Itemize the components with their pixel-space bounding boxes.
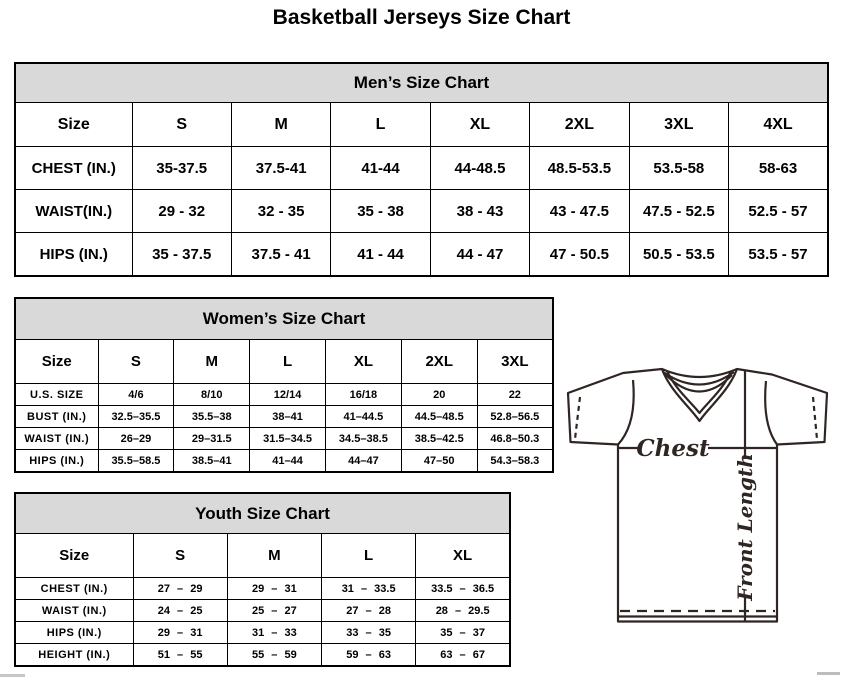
- mens-size-table: [14, 62, 829, 277]
- horizontal-scrollbar-thumb-right[interactable]: [817, 672, 840, 675]
- table-row: [15, 622, 510, 644]
- cell-value: 29 – 31: [133, 622, 227, 644]
- row-label: HIPS (IN.): [15, 622, 133, 644]
- row-label: CHEST (IN.): [15, 147, 132, 190]
- cell-value: 47 - 50.5: [530, 233, 629, 277]
- cell-value: 44-48.5: [430, 147, 529, 190]
- column-header: Size: [15, 103, 132, 147]
- cell-value: 16/18: [325, 384, 401, 406]
- cell-value: 50.5 - 53.5: [629, 233, 728, 277]
- column-header: 2XL: [530, 103, 629, 147]
- row-label: WAIST (IN.): [15, 428, 98, 450]
- cell-value: 52.8–56.5: [477, 406, 553, 428]
- row-label: U.S. SIZE: [15, 384, 98, 406]
- cell-value: 33 – 35: [322, 622, 416, 644]
- table-row: [15, 644, 510, 667]
- chest-label: Chest: [636, 435, 710, 462]
- cell-value: 35.5–38: [174, 406, 250, 428]
- table-row: [15, 384, 553, 406]
- cell-value: 4/6: [98, 384, 174, 406]
- column-header: L: [331, 103, 430, 147]
- column-header: 2XL: [401, 340, 477, 384]
- cell-value: 35 - 37.5: [132, 233, 231, 277]
- cell-value: 37.5-41: [231, 147, 330, 190]
- cell-value: 52.5 - 57: [729, 190, 828, 233]
- women_chart-title: Women’s Size Chart: [15, 298, 553, 340]
- men_chart-title: Men’s Size Chart: [15, 63, 828, 103]
- cell-value: 8/10: [174, 384, 250, 406]
- column-header: XL: [416, 534, 510, 578]
- cell-value: 44.5–48.5: [401, 406, 477, 428]
- cell-value: 35 – 37: [416, 622, 510, 644]
- row-label: WAIST (IN.): [15, 600, 133, 622]
- row-label: CHEST (IN.): [15, 578, 133, 600]
- cell-value: 53.5 - 57: [729, 233, 828, 277]
- cell-value: 12/14: [250, 384, 326, 406]
- cell-value: 38.5–41: [174, 450, 250, 473]
- column-header: S: [133, 534, 227, 578]
- cell-value: 34.5–38.5: [325, 428, 401, 450]
- table-row: [15, 406, 553, 428]
- row-label: HIPS (IN.): [15, 233, 132, 277]
- row-label: HIPS (IN.): [15, 450, 98, 473]
- column-header: 3XL: [629, 103, 728, 147]
- table-row: [15, 450, 553, 473]
- row-label: BUST (IN.): [15, 406, 98, 428]
- youth_chart-title: Youth Size Chart: [15, 493, 510, 534]
- column-header: XL: [325, 340, 401, 384]
- right-cuff-dash-line: [813, 397, 817, 439]
- column-header: L: [322, 534, 416, 578]
- cell-value: 29–31.5: [174, 428, 250, 450]
- cell-value: 26–29: [98, 428, 174, 450]
- cell-value: 32 - 35: [231, 190, 330, 233]
- column-header: L: [250, 340, 326, 384]
- left-sleeve-seam: [618, 380, 634, 445]
- cell-value: 38–41: [250, 406, 326, 428]
- column-header: Size: [15, 534, 133, 578]
- column-header: M: [231, 103, 330, 147]
- cell-value: 35 - 38: [331, 190, 430, 233]
- page-title: Basketball Jerseys Size Chart: [272, 6, 571, 29]
- cell-value: 38 - 43: [430, 190, 529, 233]
- table-row: [15, 233, 828, 277]
- cell-value: 27 – 28: [322, 600, 416, 622]
- cell-value: 27 – 29: [133, 578, 227, 600]
- row-label: WAIST(IN.): [15, 190, 132, 233]
- column-header: S: [98, 340, 174, 384]
- table-row: [15, 190, 828, 233]
- column-header: XL: [430, 103, 529, 147]
- cell-value: 33.5 – 36.5: [416, 578, 510, 600]
- cell-value: 41–44.5: [325, 406, 401, 428]
- column-header: M: [227, 534, 321, 578]
- cell-value: 35-37.5: [132, 147, 231, 190]
- row-label: HEIGHT (IN.): [15, 644, 133, 667]
- cell-value: 44–47: [325, 450, 401, 473]
- cell-value: 47–50: [401, 450, 477, 473]
- cell-value: 63 – 67: [416, 644, 510, 667]
- cell-value: 31 – 33: [227, 622, 321, 644]
- cell-value: 41–44: [250, 450, 326, 473]
- cell-value: 31 – 33.5: [322, 578, 416, 600]
- cell-value: 41 - 44: [331, 233, 430, 277]
- cell-value: 51 – 55: [133, 644, 227, 667]
- cell-value: 54.3–58.3: [477, 450, 553, 473]
- right-sleeve-seam: [765, 381, 777, 445]
- cell-value: 29 - 32: [132, 190, 231, 233]
- cell-value: 58-63: [729, 147, 828, 190]
- column-header: 3XL: [477, 340, 553, 384]
- cell-value: 48.5-53.5: [530, 147, 629, 190]
- cell-value: 43 - 47.5: [530, 190, 629, 233]
- left-cuff-dash-line: [575, 397, 580, 439]
- table-row: [15, 578, 510, 600]
- horizontal-scrollbar-thumb-left[interactable]: [0, 674, 25, 677]
- table-row: [15, 147, 828, 190]
- cell-value: 41-44: [331, 147, 430, 190]
- cell-value: 25 – 27: [227, 600, 321, 622]
- column-header: S: [132, 103, 231, 147]
- cell-value: 53.5-58: [629, 147, 728, 190]
- jersey-measurement-diagram: [556, 360, 842, 626]
- cell-value: 37.5 - 41: [231, 233, 330, 277]
- cell-value: 55 – 59: [227, 644, 321, 667]
- cell-value: 20: [401, 384, 477, 406]
- table-row: [15, 600, 510, 622]
- table-row: [15, 428, 553, 450]
- cell-value: 46.8–50.3: [477, 428, 553, 450]
- cell-value: 24 – 25: [133, 600, 227, 622]
- cell-value: 47.5 - 52.5: [629, 190, 728, 233]
- cell-value: 31.5–34.5: [250, 428, 326, 450]
- youth-size-table: [14, 492, 511, 667]
- column-header: Size: [15, 340, 98, 384]
- cell-value: 44 - 47: [430, 233, 529, 277]
- cell-value: 59 – 63: [322, 644, 416, 667]
- front-length-label: Front Length: [733, 453, 757, 601]
- cell-value: 29 – 31: [227, 578, 321, 600]
- cell-value: 32.5–35.5: [98, 406, 174, 428]
- cell-value: 35.5–58.5: [98, 450, 174, 473]
- column-header: M: [174, 340, 250, 384]
- cell-value: 38.5–42.5: [401, 428, 477, 450]
- column-header: 4XL: [729, 103, 828, 147]
- jersey-outline: [568, 369, 827, 622]
- womens-size-table: [14, 297, 554, 473]
- cell-value: 28 – 29.5: [416, 600, 510, 622]
- cell-value: 22: [477, 384, 553, 406]
